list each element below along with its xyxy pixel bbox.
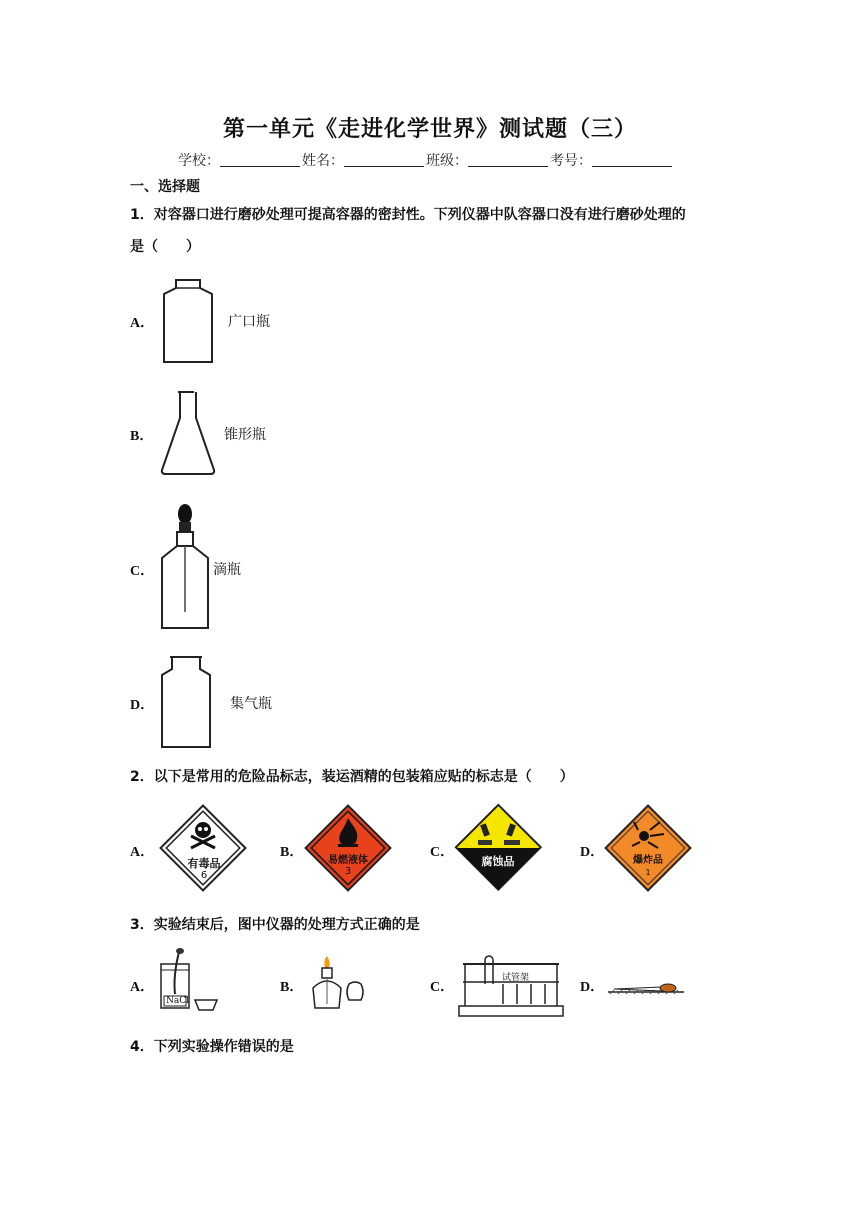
q2-option-d-sign-number: 1 — [645, 868, 651, 877]
test-tube-rack-icon — [457, 954, 565, 1018]
q1-option-b-letter[interactable]: B． — [130, 429, 154, 444]
section-heading: 一、选择题 — [130, 179, 200, 195]
q1-option-b-label: 锥形瓶 — [224, 427, 266, 443]
q1-option-c-letter[interactable]: C． — [130, 564, 155, 579]
q1-option-c-label: 滴瓶 — [213, 562, 241, 578]
q1-option-a-label: 广口瓶 — [228, 314, 270, 330]
name-blank[interactable] — [344, 152, 424, 167]
corrosive-sign-icon — [452, 802, 546, 894]
flammable-liquid-sign-icon — [302, 802, 394, 894]
q2-option-d-sign-text: 爆炸品 — [633, 855, 663, 866]
q2-option-b-letter[interactable]: B． — [280, 845, 304, 860]
class-blank[interactable] — [468, 152, 548, 167]
exam-no-blank[interactable] — [592, 152, 672, 167]
q2-option-c-sign-text: 腐蚀品 — [481, 855, 515, 868]
question-1-line-2: 是（ ） — [130, 239, 200, 255]
question-4: 4．下列实验操作错误的是 — [130, 1039, 294, 1055]
exam-no-label: 考号： — [550, 153, 592, 169]
q1-option-d-label: 集气瓶 — [230, 696, 272, 712]
q2-option-a-sign-number: 6 — [200, 870, 208, 881]
q2-option-a-letter[interactable]: A． — [130, 845, 155, 860]
conical-flask-icon — [158, 388, 218, 478]
question-2: 2．以下是常用的危险品标志，装运酒精的包装箱应贴的标志是（ ） — [130, 769, 574, 785]
q2-option-c-letter[interactable]: C． — [430, 845, 455, 860]
school-blank[interactable] — [220, 152, 300, 167]
question-1-line-1: 1．对容器口进行磨砂处理可提高容器的密封性。下列仪器中队容器口没有进行磨砂处理的 — [130, 207, 686, 223]
q3-option-b-letter[interactable]: B． — [280, 980, 304, 995]
school-label: 学校： — [178, 153, 220, 169]
q3-option-c-image-label: 试管架 — [502, 973, 530, 983]
page-title: 第一单元《走进化学世界》测试题（三） — [222, 117, 637, 142]
name-label: 姓名： — [302, 153, 344, 169]
q3-option-a-image-label: NaCl — [166, 996, 190, 1006]
class-label: 班级： — [426, 153, 468, 169]
wide-mouth-bottle-icon — [160, 278, 216, 366]
q2-option-d-letter[interactable]: D． — [580, 845, 605, 860]
q3-option-c-letter[interactable]: C． — [430, 980, 455, 995]
q2-option-b-sign-number: 3 — [344, 866, 352, 877]
dropper-on-table-icon — [608, 974, 684, 998]
explosive-sign-icon — [602, 802, 694, 894]
question-3: 3．实验结束后，图中仪器的处理方式正确的是 — [130, 917, 420, 933]
q3-option-a-letter[interactable]: A． — [130, 980, 155, 995]
q1-option-a-letter[interactable]: A． — [130, 316, 155, 331]
gas-jar-icon — [158, 655, 214, 750]
dropper-bottle-icon — [158, 500, 212, 634]
student-info-line — [178, 150, 674, 170]
alcohol-lamp-icon — [305, 956, 371, 1014]
q2-option-b-sign-text: 易燃液体 — [328, 855, 368, 866]
q1-option-d-letter[interactable]: D． — [130, 698, 155, 713]
q3-option-d-letter[interactable]: D． — [580, 980, 605, 995]
q2-option-a-sign-text: 有毒品 — [187, 857, 221, 870]
